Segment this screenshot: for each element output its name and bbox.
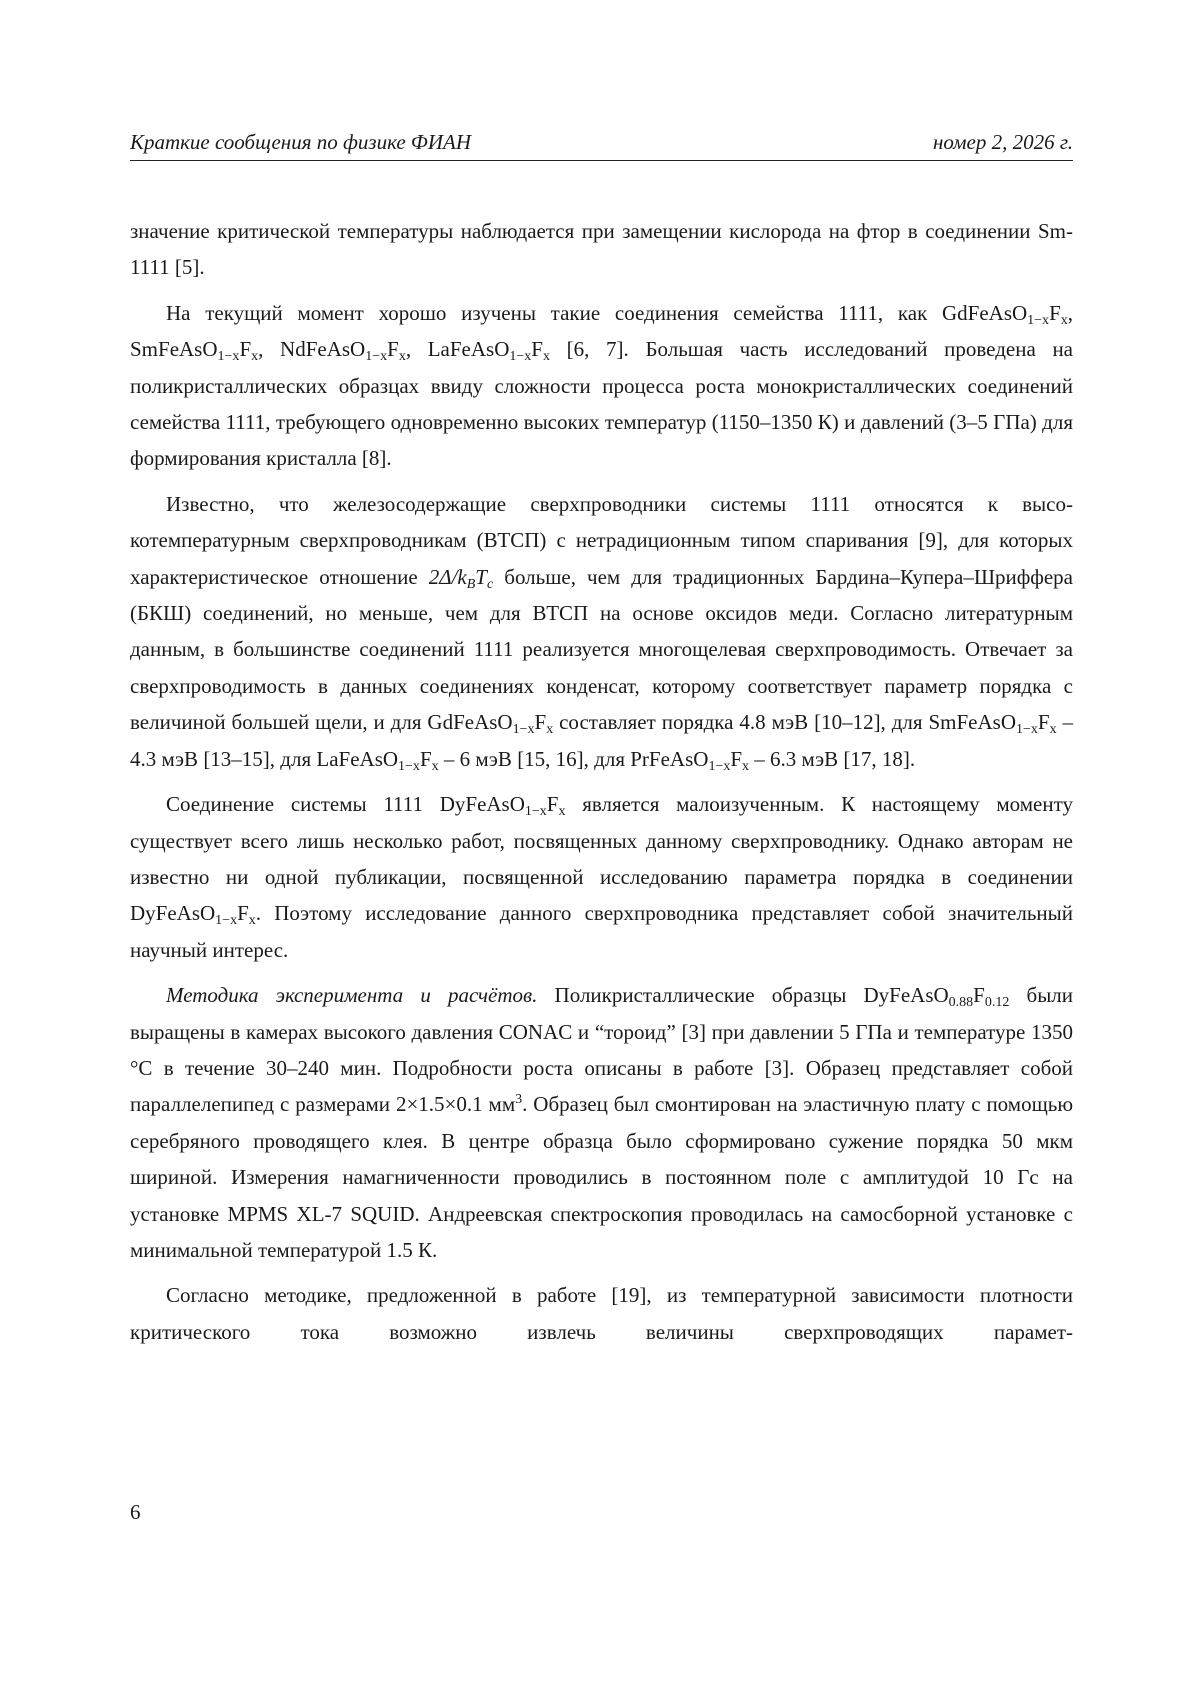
formula-la: $LaFeAsO_{1-x}F_x$ — [316, 746, 439, 774]
p4-text-c: . Поэтому исследование данного сверхпроводника представляет собой значительный научный интерес. — [130, 901, 1073, 962]
formula-sm: $SmFeAsO_{1-x}F_x$ — [130, 337, 259, 365]
p3-text-f: – 6.3 мэВ [17, 18]. — [749, 746, 916, 771]
section-title-methods: Методика эксперимента и расчётов. — [166, 983, 538, 1008]
running-header — [130, 130, 1073, 161]
formula-pr: $PrFeAsO_{1-x}F_x$ — [630, 746, 750, 774]
formula-nd: $NdFeAsO_{1-x}F_x$ — [280, 337, 406, 365]
article-body — [130, 213, 1073, 1359]
p3-text-a: Известно, что железосодержащие сверхпроводники системы 1111 относятся к высокотемпературным сверхпроводникам (ВТСП) с нетрадиционным типом спаривания [9], для которых характеристическое отношение — [130, 491, 1073, 589]
p5-text-a: Поликристаллические образцы — [537, 983, 864, 1008]
formula-gd: $GdFeAsO_{1-x}F_x$ — [427, 710, 554, 738]
formula-dy: $DyFeAsO_{1-x}F_x$ — [130, 901, 256, 929]
formula-gap-ratio: $2\Delta/k_BT_c$ — [428, 564, 494, 592]
formula-dy: $DyFeAsO_{1-x}F_x$ — [439, 792, 566, 820]
journal-title: Краткие сообщения по физике ФИАН — [130, 130, 471, 154]
p2-text-a: На текущий момент хорошо изучены такие соединения семейства 1111, как — [166, 300, 942, 325]
paragraph-5 — [130, 977, 1073, 1268]
formula-dy-doped: $DyFeAsO_{0.88}F_{0.12}$ — [863, 983, 1010, 1011]
p3-text-d: – 4.3 мэВ [13–15], для — [130, 710, 1074, 771]
p2-text-b: [6, 7]. Большая часть исследований проведена на поликристаллических образцах ввиду сложности процесса роста монокристаллических соединений семейства 1111, требующего одновременно высоких температур (1150–1350 К) и давлений (3–5 ГПа) для формирования кристалла [8]. — [130, 337, 1074, 471]
p5-text-c: . Образец был смонтирован на эластичную плату с помощью серебряного проводящего клея. В центре образца было сформировано сужение порядка 50 мкм шириной. Измерения намагниченности проводились в постоянном поле с амплитудой 10 Гс на установке MPMS XL-7 SQUID. Андреевская спектроскопия проводилась на самосборной установке с минимальной температурой 1.5 К. — [130, 1092, 1074, 1262]
p6-text: Согласно методике, предложенной в работе [19], из температурной зависимости плотности критического тока возможно извлечь величины сверхпроводящих парамет- — [130, 1283, 1073, 1344]
paragraph-2: На текущий момент хорошо изучены такие соединения семейства 1111, как $GdFeAsO_{1-x}F_x$, $SmFeAsO_{1-x}F_x$, $NdFeAsO_{1-x}F_x$, $LaFeAsO_{1-x}F_x$ [6, 7]. Большая часть исследований проведена на поликристаллических образцах ввиду сложности процесса роста монокристаллических соединений семейства 1111, требующего одновременно высоких температур (1150–1350 К) и давлений (3–5 ГПа) для формирования кристалла [8]. — [130, 300, 1074, 471]
p4-text-a: Соединение системы 1111 — [166, 792, 440, 817]
p3-text-c: составляет порядка 4.8 мэВ [10–12], для — [553, 710, 929, 735]
p5-text-b: были выращены в камерах высокого давления CONAC и “тороид” [3] при давлении 5 ГПа и температуре 1350 °С в течение 30–240 мин. Подробности роста описаны в работе [3]. Образец представляет собой параллелепипед с размерами 2×1.5×0.1 мм — [130, 983, 1074, 1117]
p3-text-e: – 6 мэВ [15, 16], для — [438, 746, 631, 771]
superscript-3: 3 — [515, 1092, 523, 1108]
issue-info: номер 2, 2026 г. — [932, 130, 1073, 154]
paragraph-1 — [130, 213, 1073, 286]
p3-text-b: больше, чем для традиционных Бардина–Купера–Шриффера (БКШ) соединений, но меньше, чем для ВТСП на основе оксидов меди. Согласно литературным данным, в большинстве соединений 1111 реализуется многощелевая сверхпроводимость. Отвечает за сверхпроводимость в данных соединениях конденсат, которому соответствует параметр порядка с величиной большей щели, и для — [130, 564, 1073, 735]
formula-sm: $SmFeAsO_{1-x}F_x$ — [928, 710, 1057, 738]
paragraph-3 — [130, 486, 1073, 777]
paragraph-4 — [130, 786, 1073, 968]
p1-text: значение критической температуры наблюдается при замещении кислорода на фтор в соединении Sm-1111 [5]. — [130, 219, 1073, 280]
formula-gd: $GdFeAsO_{1-x}F_x$ — [941, 300, 1068, 328]
paragraph-6 — [130, 1277, 1073, 1350]
page-number: 6 — [130, 1500, 141, 1524]
p4-text-b: является малоизученным. К настоящему моменту существует всего лишь несколько работ, посвященных данному сверхпроводнику. Однако авторам не известно ни одной публикации, посвященной исследованию параметра порядка в соединении — [130, 792, 1073, 889]
formula-la: $LaFeAsO_{1-x}F_x$ — [427, 337, 550, 365]
